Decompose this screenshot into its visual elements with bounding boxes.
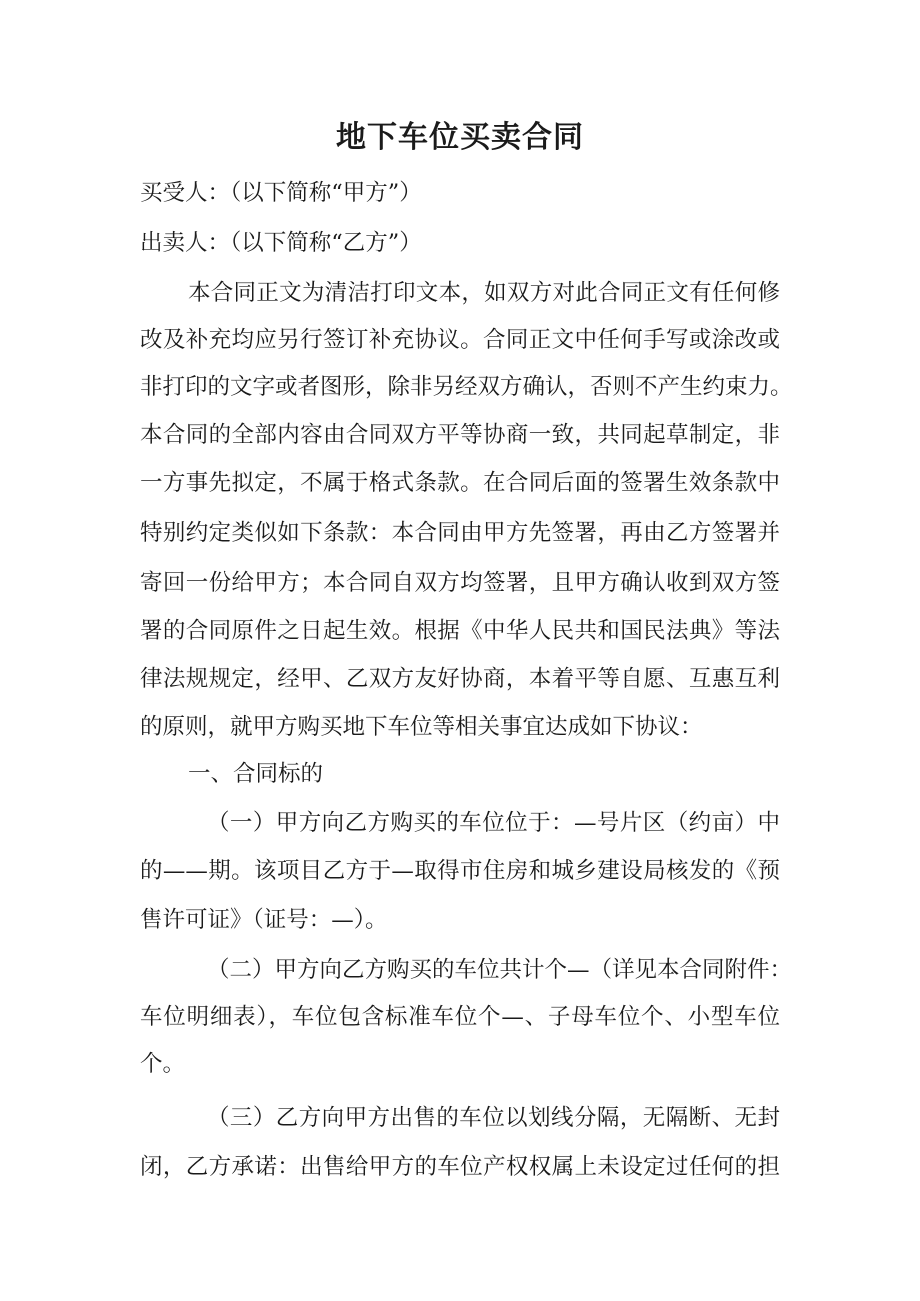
- clause-line: （一）甲方向乙方购买的车位位于：—号片区（约亩）中: [207, 810, 780, 836]
- clause-line: 闭，乙方承诺：出售给甲方的车位产权权属上未设定过任何的担: [140, 1154, 780, 1180]
- buyer-line: 买受人：（以下简称“甲方”）: [140, 180, 422, 206]
- document-title: 地下车位买卖合同: [336, 120, 584, 155]
- clause-line: （三）乙方向甲方出售的车位以划线分隔，无隔断、无封: [207, 1105, 780, 1131]
- preamble-line: 的原则，就甲方购买地下车位等相关事宜达成如下协议：: [140, 714, 703, 740]
- preamble-line: 一方事先拟定，不属于格式条款。在合同后面的签署生效条款中: [140, 470, 780, 496]
- clause-line: 车位明细表），车位包含标准车位个—、子母车位个、小型车位: [140, 1004, 780, 1030]
- preamble-line: 本合同的全部内容由合同双方平等协商一致，共同起草制定，非: [140, 422, 780, 448]
- preamble-line: 律法规规定，经甲、乙双方友好协商，本着平等自愿、互惠互利: [140, 666, 780, 692]
- preamble-line: 署的合同原件之日起生效。根据《中华人民共和国民法典》等法: [140, 618, 780, 644]
- clause-line: 售许可证》（证号：—）。: [140, 907, 388, 933]
- preamble-line: 非打印的文字或者图形，除非另经双方确认，否则不产生约束力。: [140, 374, 793, 400]
- preamble-line: 改及补充均应另行签订补充协议。合同正文中任何手写或涂改或: [140, 327, 780, 353]
- seller-line: 出卖人：（以下简称“乙方”）: [140, 230, 422, 256]
- section-heading: 一、合同标的: [188, 761, 324, 787]
- preamble-line: 寄回一份给甲方；本合同自双方均签署，且甲方确认收到双方签: [140, 570, 780, 596]
- clause-line: （二）甲方向乙方购买的车位共计个—（详见本合同附件：: [207, 957, 793, 983]
- preamble-line: 本合同正文为清洁打印文本，如双方对此合同正文有任何修: [188, 280, 780, 306]
- preamble-line: 特别约定类似如下条款：本合同由甲方先签署，再由乙方签署并: [140, 520, 780, 546]
- clause-line: 的——期。该项目乙方于—取得市住房和城乡建设局核发的《预: [140, 858, 780, 884]
- clause-line: 个。: [140, 1051, 186, 1077]
